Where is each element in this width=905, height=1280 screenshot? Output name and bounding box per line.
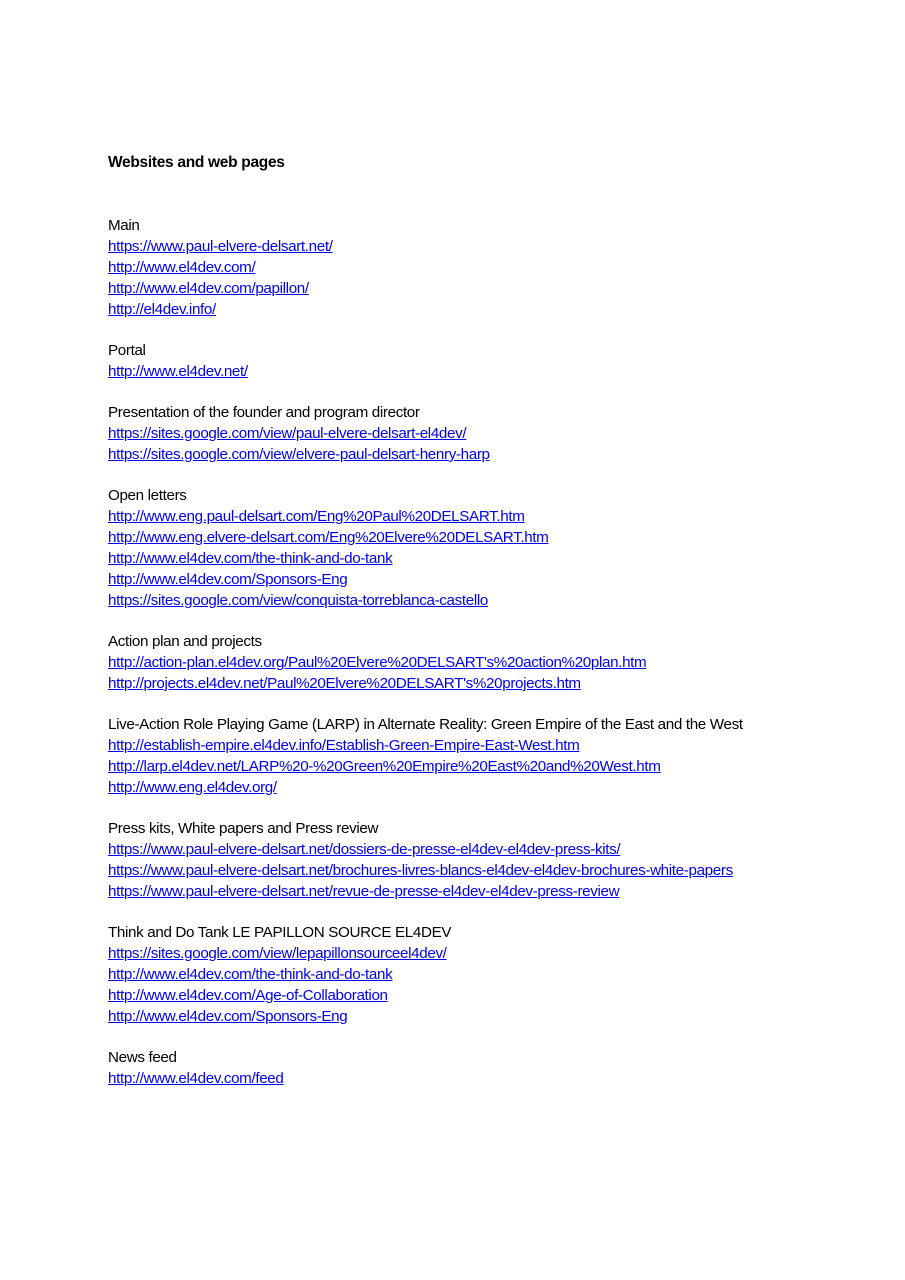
link-item[interactable]: http://www.el4dev.net/ [108,363,248,380]
link-item[interactable]: http://www.eng.elvere-delsart.com/Eng%20Elvere%20DELSART.htm [108,529,549,546]
link-item[interactable]: https://www.paul-elvere-delsart.net/dossiers-de-presse-el4dev-el4dev-press-kits/ [108,841,621,858]
section-heading: Action plan and projects [108,633,262,650]
section-heading: Think and Do Tank LE PAPILLON SOURCE EL4DEV [108,924,452,941]
section-think-do-tank [108,922,888,1027]
link-item[interactable]: http://www.el4dev.com/ [108,259,256,276]
page-title: Websites and web pages [108,154,285,171]
link-item[interactable]: http://action-plan.el4dev.org/Paul%20Elvere%20DELSART's%20action%20plan.htm [108,654,647,671]
link-item[interactable]: http://www.el4dev.com/Age-of-Collaboration [108,987,388,1004]
section-heading: Open letters [108,487,187,504]
section-heading: Live-Action Role Playing Game (LARP) in Alternate Reality: Green Empire of the East and the West [108,716,743,733]
section-open-letters [108,485,888,611]
link-item[interactable]: http://www.el4dev.com/the-think-and-do-tank [108,966,393,983]
link-item[interactable]: http://projects.el4dev.net/Paul%20Elvere%20DELSART's%20projects.htm [108,675,581,692]
link-item[interactable]: http://www.eng.paul-delsart.com/Eng%20Paul%20DELSART.htm [108,508,525,525]
link-item[interactable]: http://www.el4dev.com/papillon/ [108,280,309,297]
link-item[interactable]: https://sites.google.com/view/elvere-paul-delsart-henry-harp [108,446,490,463]
section-heading: Press kits, White papers and Press review [108,820,379,837]
section-news-feed [108,1047,888,1089]
section-press [108,818,888,902]
link-item[interactable]: http://www.el4dev.com/feed [108,1070,284,1087]
section-larp [108,714,888,798]
link-item[interactable]: https://sites.google.com/view/lepapillonsourceel4dev/ [108,945,447,962]
link-item[interactable]: http://www.el4dev.com/Sponsors-Eng [108,571,348,588]
link-item[interactable]: http://www.el4dev.com/the-think-and-do-tank [108,550,393,567]
section-portal [108,340,888,382]
section-action-plan [108,631,888,694]
link-item[interactable]: https://www.paul-elvere-delsart.net/brochures-livres-blancs-el4dev-el4dev-brochures-white-papers [108,862,733,879]
link-item[interactable]: https://sites.google.com/view/paul-elvere-delsart-el4dev/ [108,425,467,442]
section-heading: Main [108,217,140,234]
link-item[interactable]: http://www.el4dev.com/Sponsors-Eng [108,1008,348,1025]
link-item[interactable]: https://www.paul-elvere-delsart.net/ [108,238,333,255]
link-item[interactable]: https://sites.google.com/view/conquista-torreblanca-castello [108,592,488,609]
section-heading: Portal [108,342,146,359]
section-founder-presentation [108,402,888,465]
document-page [108,152,888,1109]
section-heading: Presentation of the founder and program director [108,404,420,421]
link-item[interactable]: https://www.paul-elvere-delsart.net/revue-de-presse-el4dev-el4dev-press-review [108,883,620,900]
link-item[interactable]: http://larp.el4dev.net/LARP%20-%20Green%20Empire%20East%20and%20West.htm [108,758,661,775]
link-item[interactable]: http://el4dev.info/ [108,301,216,318]
section-heading: News feed [108,1049,177,1066]
section-main [108,215,888,320]
link-item[interactable]: http://establish-empire.el4dev.info/Establish-Green-Empire-East-West.htm [108,737,580,754]
link-item[interactable]: http://www.eng.el4dev.org/ [108,779,277,796]
